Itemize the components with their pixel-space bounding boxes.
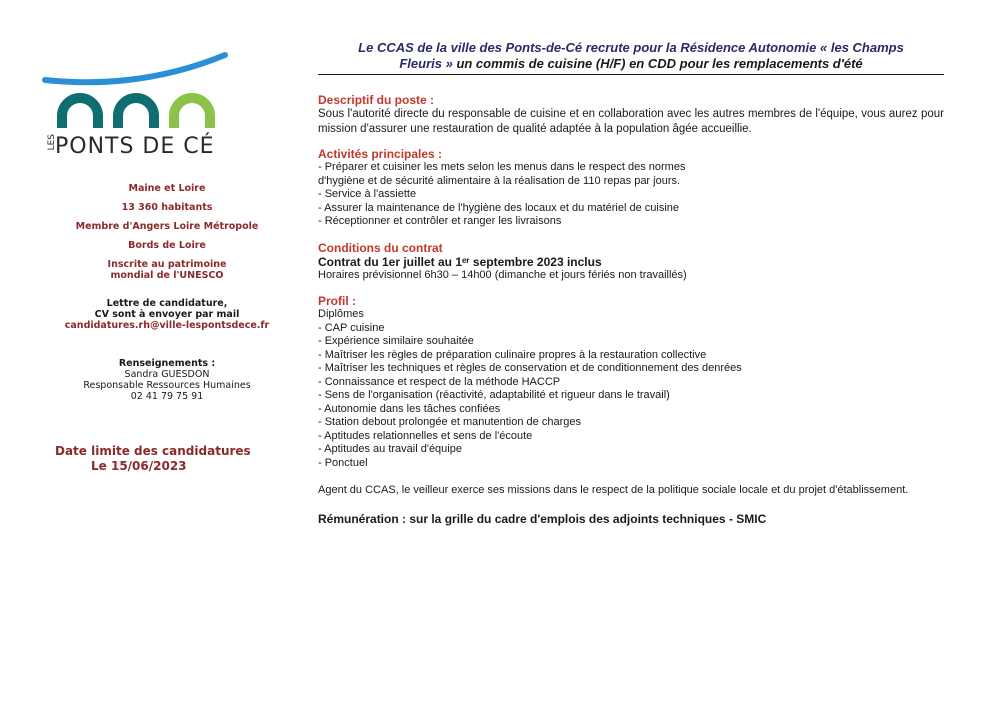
contact-name: Sandra GUESDON (124, 369, 210, 380)
city-info-line: 13 360 habitants (121, 202, 213, 213)
list-item: d'hygiène et de sécurité alimentaire à la réalisation de 110 repas par jours. (318, 174, 681, 187)
logo-arch-2 (118, 98, 154, 128)
city-info-line: Membre d'Angers Loire Métropole (75, 221, 259, 232)
list-item: - Réceptionner et contrôler et ranger les livraisons (318, 215, 562, 227)
contact-heading: Renseignements : (118, 358, 216, 369)
list-item: - Aptitudes au travail d'équipe (318, 443, 462, 455)
activites-heading: Activités principales : (318, 147, 443, 161)
title-job: un commis de cuisine (H/F) en CDD pour les remplacements d'été (456, 56, 863, 71)
logo-wave (45, 55, 225, 82)
city-info-line: Maine et Loire (128, 183, 206, 194)
contact-info (40, 358, 294, 402)
list-item: - Aptitudes relationnelles et sens de l'écoute (318, 429, 533, 442)
hours-line: Horaires prévisionnel 6h30 – 14h00 (dimanche et jours fériés non travaillés) (318, 268, 687, 281)
profil-list (318, 308, 944, 470)
conditions-heading: Conditions du contrat (318, 240, 443, 255)
list-item: - Maîtriser les règles de préparation culinaire propres à la restauration collective (318, 348, 707, 361)
list-item: - Assurer la maintenance de l'hygiène des locaux et du matériel de cuisine (318, 201, 680, 214)
application-line: Lettre de candidature, (106, 298, 228, 309)
list-item: - Préparer et cuisiner les mets selon les menus dans le respect des normes (318, 161, 686, 173)
list-item: - Maîtriser les techniques et règles de conservation et de conditionnement des denrées (318, 362, 742, 374)
logo-les: LES (47, 134, 57, 151)
city-info-line: Bords de Loire (128, 240, 206, 251)
descriptif-text: Sous l'autorité directe du responsable de cuisine et en collaboration avec les autres membres de l'équipe, vous aurez pour mission d'assurer une restauration de qualité adaptée à la population âgée accueillie. (318, 108, 944, 135)
deadline-label: Date limite des candidatures (55, 444, 251, 458)
deadline (55, 444, 255, 474)
list-item: - Expérience similaire souhaitée (318, 335, 474, 347)
contract-line: Contrat du 1er juillet au 1ᵉʳ septembre 2023 inclus (318, 254, 602, 269)
city-info-line: Inscrite au patrimoine mondial de l'UNESCO (107, 259, 227, 281)
list-item: - Service à l'assiette (318, 188, 417, 200)
deadline-date: Le 15/06/2023 (91, 459, 187, 473)
logo-arch-1 (62, 98, 98, 128)
contact-role: Responsable Ressources Humaines (83, 380, 251, 391)
application-line: CV sont à envoyer par mail (94, 309, 240, 320)
logo-text: PONTS DE CÉ (55, 134, 215, 159)
title-line: Le CCAS de la ville des Ponts-de-Cé recrute pour la Résidence Autonomie « les Champs (358, 40, 904, 55)
remuneration: Rémunération : sur la grille du cadre d'emplois des adjoints techniques - SMIC (318, 511, 767, 526)
activites-list (318, 161, 944, 229)
list-item: - CAP cuisine (318, 321, 385, 334)
job-offer (318, 40, 944, 526)
title-part: Fleuris » (399, 56, 457, 71)
agent-text: Agent du CCAS, le veilleur exerce ses missions dans le respect de la politique sociale locale et du projet d'établissement. (318, 484, 909, 496)
list-item: - Sens de l'organisation (réactivité, adaptabilité et rigueur dans le travail) (318, 389, 670, 401)
application-info (40, 298, 294, 331)
title-line (318, 56, 944, 72)
logo-arch-3 (174, 98, 210, 128)
list-item: - Ponctuel (318, 456, 368, 469)
contact-phone: 02 41 79 75 91 (130, 391, 204, 402)
list-item: - Connaissance et respect de la méthode HACCP (318, 375, 561, 388)
list-item: - Autonomie dans les tâches confiées (318, 402, 501, 415)
list-item: Diplômes (318, 308, 364, 320)
city-info (40, 183, 294, 289)
profil-heading: Profil : (318, 294, 356, 308)
application-email-link[interactable]: candidatures.rh@ville-lespontsdece.fr (64, 320, 270, 331)
descriptif-heading: Descriptif du poste : (318, 93, 435, 107)
page-title (318, 40, 944, 75)
list-item: - Station debout prolongée et manutention de charges (318, 416, 581, 428)
